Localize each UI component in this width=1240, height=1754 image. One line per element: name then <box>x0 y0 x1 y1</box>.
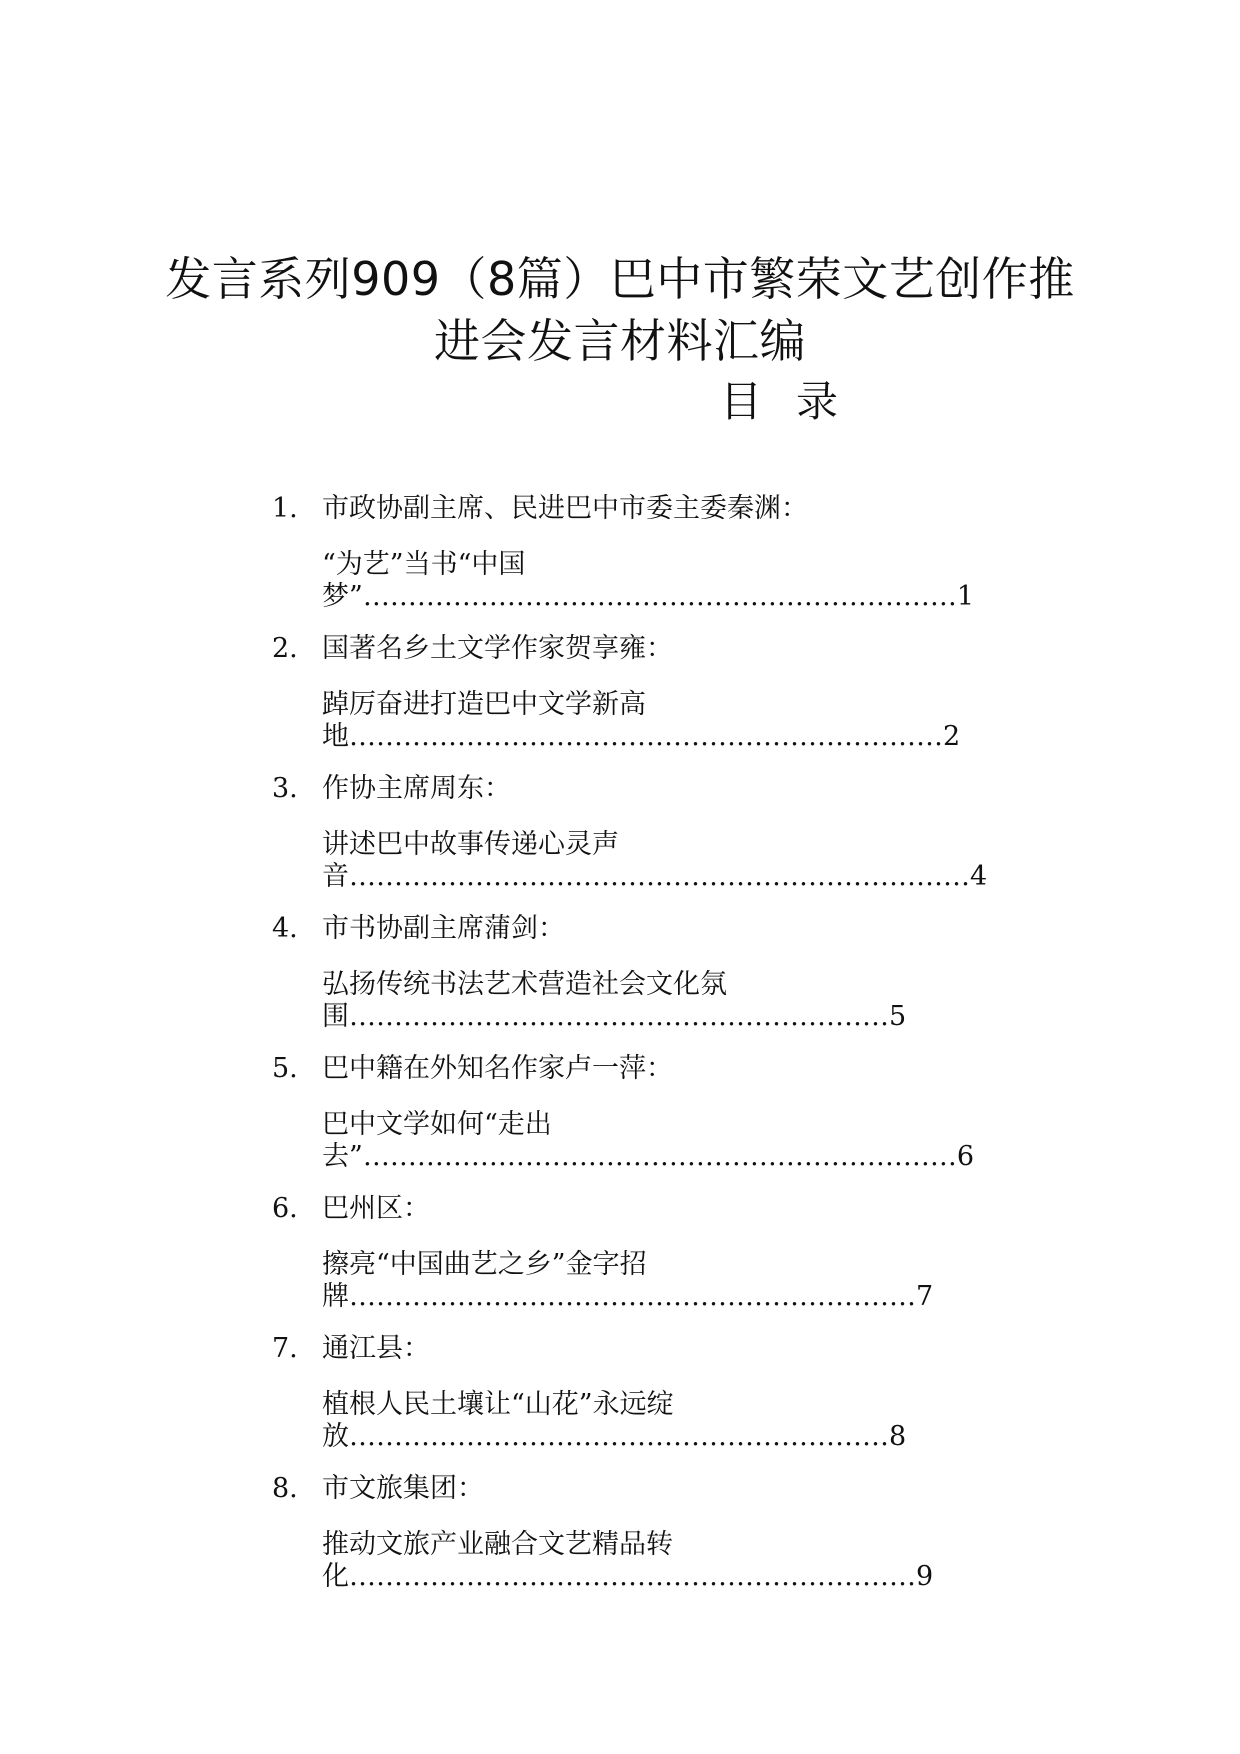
toc-entry-title-end: 音 <box>322 861 349 892</box>
toc-entry-speaker: 巴中籍在外知名作家卢一萍： <box>322 1053 673 1084</box>
toc-entry-title-end: 牌 <box>322 1281 349 1312</box>
toc-entry-title-continued <box>322 580 974 614</box>
toc-entry-speaker: 市文旅集团： <box>322 1473 484 1504</box>
toc-entry-page: 7 <box>916 1281 934 1312</box>
toc-entry-title-continued <box>322 860 987 894</box>
toc-entry-leader: ……………………………………………………… <box>349 1561 916 1592</box>
toc-entry-leader: ………………………………………………………… <box>362 581 957 612</box>
toc-entry-number: 1. <box>272 493 298 524</box>
document-title <box>150 248 1090 372</box>
toc-entry-title-end: 化 <box>322 1561 349 1592</box>
toc-entry-page: 4 <box>970 861 988 892</box>
toc-entry-title: 巴中文学如何“走出 <box>322 1109 552 1140</box>
toc-entry-title-continued <box>322 1140 974 1174</box>
toc-entry-title: 植根人民土壤让“山花”永远绽 <box>322 1389 674 1420</box>
toc-entry-number: 8. <box>272 1473 298 1504</box>
toc-entry[interactable] <box>272 1052 992 1192</box>
toc-entry[interactable] <box>272 1472 992 1612</box>
toc-entry-title-continued <box>322 1280 933 1314</box>
toc-entry-title: 弘扬传统书法艺术营造社会文化氛 <box>322 969 727 1000</box>
toc-entry-title-end: 围 <box>322 1001 349 1032</box>
toc-entry-title: “为艺”当书“中国 <box>322 549 526 580</box>
toc-entry[interactable] <box>272 772 992 912</box>
toc-entry-leader: …………………………………………………………… <box>349 861 970 892</box>
toc-entry-speaker: 作协主席周东： <box>322 773 511 804</box>
document-title-line-2: 进会发言材料汇编 <box>434 314 806 368</box>
toc-entry-page: 5 <box>889 1001 907 1032</box>
toc-entry-number: 3. <box>272 773 298 804</box>
table-of-contents <box>272 492 992 1612</box>
toc-entry-title: 踔厉奋进打造巴中文学新高 <box>322 689 646 720</box>
toc-entry[interactable] <box>272 1332 992 1472</box>
toc-entry-leader: ………………………………………………………… <box>362 1141 957 1172</box>
toc-entry-title-continued <box>322 1560 933 1594</box>
toc-entry-title: 讲述巴中故事传递心灵声 <box>322 829 619 860</box>
toc-entry[interactable] <box>272 632 992 772</box>
toc-entry-number: 2. <box>272 633 298 664</box>
toc-entry-number: 4. <box>272 913 298 944</box>
toc-entry-title-end: 去” <box>322 1141 363 1172</box>
toc-entry[interactable] <box>272 492 992 632</box>
toc-entry-speaker: 国著名乡土文学作家贺享雍： <box>322 633 673 664</box>
toc-entry-title-continued <box>322 720 960 754</box>
toc-entry-title: 推动文旅产业融合文艺精品转 <box>322 1529 673 1560</box>
toc-entry-leader: …………………………………………………… <box>349 1421 889 1452</box>
toc-entry-title: 擦亮“中国曲艺之乡”金字招 <box>322 1249 647 1280</box>
toc-entry-leader: ………………………………………………………… <box>349 721 943 752</box>
toc-entry-speaker: 通江县： <box>322 1333 430 1364</box>
toc-entry-leader: ……………………………………………………… <box>349 1281 916 1312</box>
toc-entry-title-end: 梦” <box>322 581 363 612</box>
toc-entry-number: 6. <box>272 1193 298 1224</box>
toc-entry-page: 8 <box>889 1421 907 1452</box>
toc-entry-title-continued <box>322 1000 906 1034</box>
toc-entry-page: 6 <box>956 1141 974 1172</box>
toc-entry-speaker: 市书协副主席蒲剑： <box>322 913 565 944</box>
toc-entry-title-end: 地 <box>322 721 349 752</box>
toc-entry-page: 2 <box>943 721 961 752</box>
toc-entry-title-continued <box>322 1420 906 1454</box>
toc-entry-number: 7. <box>272 1333 298 1364</box>
toc-heading: 目录 <box>720 377 873 426</box>
toc-entry-page: 1 <box>956 581 974 612</box>
toc-entry-number: 5. <box>272 1053 298 1084</box>
toc-entry-leader: …………………………………………………… <box>349 1001 889 1032</box>
toc-entry-speaker: 巴州区： <box>322 1193 430 1224</box>
toc-entry[interactable] <box>272 1192 992 1332</box>
toc-entry[interactable] <box>272 912 992 1052</box>
toc-entry-page: 9 <box>916 1561 934 1592</box>
document-title-line-1: 发言系列909（8篇）巴中市繁荣文艺创作推 <box>165 252 1075 306</box>
toc-entry-speaker: 市政协副主席、民进巴中市委主委秦渊： <box>322 493 808 524</box>
toc-entry-title-end: 放 <box>322 1421 349 1452</box>
